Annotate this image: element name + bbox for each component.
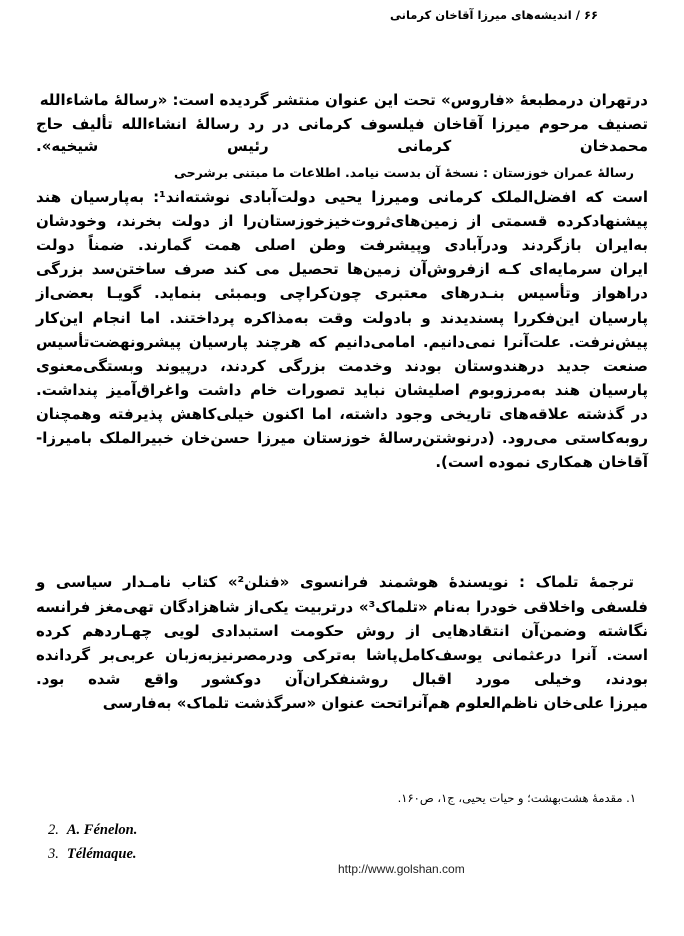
source-url-watermark: http://www.golshan.com bbox=[338, 862, 465, 876]
body-line: تصنیف مرحوم میرزا آقاخان فیلسوف کرمانی در رد رسالهٔ انشاءالله تألیف حاج bbox=[36, 115, 648, 133]
running-head: ۶۶ / اندیشه‌های میرزا آقاخان کرمانی bbox=[390, 8, 598, 22]
body-line: پیش‌نرفت. علت‌آنرا نمی‌دانیم. امامی‌دانیم که هرچند پارسیان پیشرونهضت‌تأسیس bbox=[36, 333, 648, 351]
body-line: پارسیان این‌فکررا پسندیدند و بادولت وقت به‌مذاکره پرداختند. اما انجام این‌کار bbox=[36, 309, 648, 327]
body-line: فلسفی واخلاقی خودرا به‌نام «تلماک³» درتربیت یکی‌از شاهزادگان تهی‌مغز فرانسه bbox=[36, 598, 649, 616]
body-line: ایران سرمایه‌ای کـه ازفروش‌آن زمین‌ها تحصیل می کند صرف ساختن‌سد بزرگی bbox=[36, 260, 648, 278]
body-line: در گذشته علاقه‌های تاریخی وجود داشته، اما اکنون خیلی‌کاهش پذیرفته وهمچنان bbox=[36, 405, 648, 423]
body-line: نگاشته وضمن‌آن انتقادهایی از روش حکومت استبدادی لویی چهـاردهم کرده bbox=[36, 622, 648, 640]
body-line: محمدخان کرمانی رئیس شیخیه». bbox=[36, 137, 648, 155]
section-heading-khuzestan: رسالهٔ عمران خوزستان : نسخهٔ آن بدست نیامد. اطلاعات ما مبتنی برشرحی bbox=[173, 165, 634, 180]
body-line: است که افضل‌الملک کرمانی ومیرزا یحیی دولت‌آبادی نوشته‌اند¹: به‌پارسیان هند bbox=[36, 188, 648, 206]
body-line: دراهواز وتأسیس بنـدرهای معتبری چون‌کراچی وبمبئی بنماید. گویـا بعضی‌از bbox=[36, 284, 648, 302]
body-line: به‌ایران بازگردند ودرآبادی وپیشرفت وطن اصلی همت گمارند. ضمناً دولت bbox=[36, 236, 648, 254]
body-line: درتهران درمطبعهٔ «فاروس» تحت این عنوان منتشر گردیده است: «رسالهٔ ماشاءالله bbox=[39, 91, 648, 109]
body-line: میرزا علی‌خان ناظم‌العلوم هم‌آنراتحت عنوان «سرگذشت تلماک» به‌فارسی bbox=[102, 694, 648, 712]
body-line: است. آنرا درعثمانی یوسف‌کامل‌پاشا به‌ترکی ودرمصرنیزبه‌زبان عربی‌بر گردانده bbox=[36, 646, 648, 664]
body-line: پارسیان هند به‌مرزوبوم اصلیشان نباید تصورات خام داشت واغراق‌آمیز پنداشت. bbox=[36, 381, 648, 399]
section-heading-telemaque: ترجمهٔ تلماک : نویسندهٔ هوشمند فرانسوی «فنلن²» کتاب نامـدار سیاسی و bbox=[36, 573, 634, 591]
footnote-number: 3. bbox=[48, 846, 59, 862]
footnote-2 bbox=[48, 822, 137, 839]
body-line: روبه‌کاستی می‌رود. (درنوشتن‌رسالهٔ خوزستان میرزا حسن‌خان خبیرالملک بامیرزا- bbox=[36, 429, 648, 447]
footnote-number: 2. bbox=[48, 822, 59, 838]
footnote-text: Télémaque. bbox=[66, 846, 137, 862]
body-line: بودند، وخیلی مورد اقبال روشنفکران‌آن دوکشور واقع شده بود. bbox=[36, 670, 648, 688]
footnote-3 bbox=[48, 846, 137, 863]
footnote-1: ۱. مقدمهٔ هشت‌بهشت؛ و حیات یحیی، ج۱، ص۱۶۰. bbox=[397, 791, 636, 805]
body-line: صنعت جدید درهندوستان بودند وخدمت بزرگی کردند، درپیوند وبستگی‌معنوی bbox=[36, 357, 648, 375]
body-line: آقاخان همکاری نموده است). bbox=[435, 453, 648, 471]
footnote-text: A. Fénelon. bbox=[66, 822, 138, 838]
body-line: پیشنهادکرده قسمتی از زمین‌های‌ثروت‌خیزخوزستان‌را از دولت بخرند، وخودشان bbox=[36, 212, 648, 230]
